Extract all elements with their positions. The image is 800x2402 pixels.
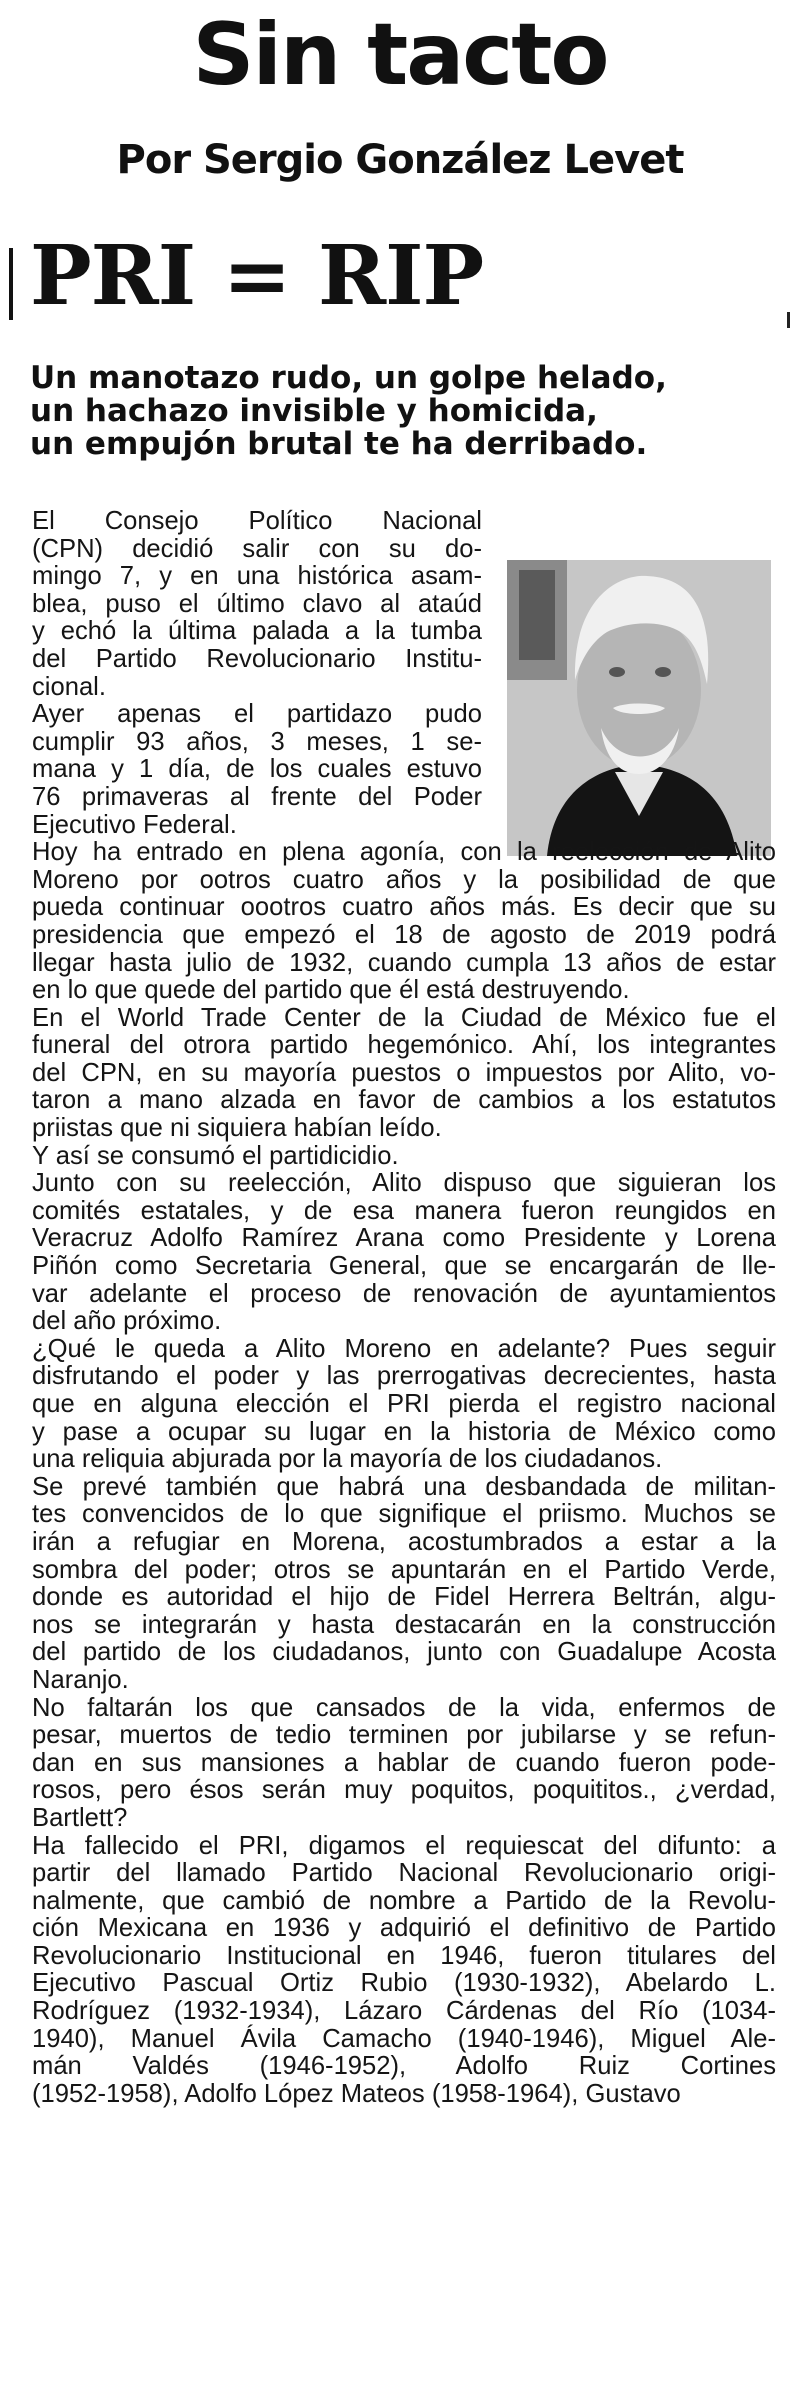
body-line: Naranjo.	[32, 1665, 129, 1694]
edge-mark	[787, 312, 790, 328]
paragraph	[32, 1143, 776, 1171]
body-line: Hoy ha entrado en plena agonía, con la reelección de Alito	[32, 838, 776, 867]
body-line: dan en sus mansiones a hablar de cuando fueron pode-	[32, 1748, 776, 1777]
body-line: Moreno por ootros cuatro años y la posibilidad de que	[32, 865, 776, 894]
body-line: pueda continuar oootros cuatro años más. Es decir que su	[32, 893, 776, 922]
paragraph	[32, 1170, 776, 1336]
body-line: partir del llamado Partido Nacional Revolucionario origi-	[32, 1859, 776, 1888]
body-line: del partido de los ciudadanos, junto con Guadalupe Acosta	[32, 1638, 776, 1667]
body-line: El Consejo Político Nacional	[32, 507, 482, 535]
body-line: taron a mano alzada en favor de cambios a los estatutos	[32, 1086, 776, 1115]
paragraph	[32, 508, 776, 701]
paragraph	[32, 839, 776, 1005]
paragraph	[32, 701, 776, 839]
body-line: tes convencidos de lo que signifique el priismo. Muchos se	[32, 1500, 776, 1529]
body-line: (CPN) decidió salir con su do-	[32, 534, 482, 563]
body-line: Veracruz Adolfo Ramírez Arana como Presidente y Lorena	[32, 1224, 776, 1253]
body-line: No faltarán los que cansados de la vida, enfermos de	[32, 1693, 776, 1722]
body-line: funeral del otrora partido hegemónico. Ahí, los integrantes	[32, 1031, 776, 1060]
headline-rule	[9, 248, 13, 320]
body-line: En el World Trade Center de la Ciudad de México fue el	[32, 1003, 776, 1032]
body-line: 76 primaveras al frente del Poder	[32, 782, 482, 811]
paragraph	[32, 1336, 776, 1474]
epigraph-line: un hachazo invisible y homicida,	[30, 393, 598, 429]
paragraph	[32, 1695, 776, 1833]
article-body	[32, 508, 776, 2108]
body-line: donde es autoridad el hijo de Fidel Herrera Beltrán, algu-	[32, 1583, 776, 1612]
column-title: Sin tacto	[192, 5, 608, 105]
epigraph	[30, 362, 770, 461]
body-line: comités estatales, y de esa manera fueron reungidos en	[32, 1196, 776, 1225]
paragraph	[32, 1833, 776, 2109]
body-line: pesar, muertos de tedio terminen por jubilarse y se refun-	[32, 1721, 776, 1750]
body-line: cumplir 93 años, 3 meses, 1 se-	[32, 727, 482, 756]
body-line: mingo 7, y en una histórica asam-	[32, 562, 482, 591]
body-line: llegar hasta julio de 1932, cuando cumpla 13 años de estar	[32, 948, 776, 977]
body-line: y echó la última palada a la tumba	[32, 617, 482, 646]
body-line: mán Valdés (1946-1952), Adolfo Ruiz Cortines	[32, 2052, 776, 2081]
body-line: Junto con su reelección, Alito dispuso que siguieran los	[32, 1169, 776, 1198]
body-line: en lo que quede del partido que él está destruyendo.	[32, 976, 630, 1005]
body-line: var adelante el proceso de renovación de ayuntamientos	[32, 1279, 776, 1308]
body-line: Ayer apenas el partidazo pudo	[32, 700, 482, 729]
body-line: disfrutando el poder y las prerrogativas decrecientes, hasta	[32, 1362, 776, 1391]
body-line: ción Mexicana en 1936 y adquirió el definitivo de Partido	[32, 1914, 776, 1943]
body-line: que en alguna elección el PRI pierda el registro nacional	[32, 1390, 776, 1418]
body-line: blea, puso el último clavo al ataúd	[32, 589, 482, 618]
body-line: una reliquia abjurada por la mayoría de los ciudadanos.	[32, 1445, 663, 1474]
body-line: Se prevé también que habrá una desbandada de militan-	[32, 1472, 776, 1501]
body-line: priistas que ni siquiera habían leído.	[32, 1114, 442, 1143]
body-line: Revolucionario Institucional en 1946, fueron titulares del	[32, 1941, 776, 1970]
body-line: Ejecutivo Pascual Ortiz Rubio (1930-1932), Abelardo L.	[32, 1969, 776, 1998]
body-line: del Partido Revolucionario Institu-	[32, 644, 482, 673]
body-line: 1940), Manuel Ávila Camacho (1940-1946), Miguel Ale-	[32, 2024, 776, 2053]
epigraph-line: un empujón brutal te ha derribado.	[30, 426, 648, 462]
body-line: Y así se consumó el partidicidio.	[32, 1141, 399, 1170]
paragraph	[32, 1474, 776, 1695]
body-line: sombra del poder; otros se apuntarán en el Partido Verde,	[32, 1555, 776, 1584]
headline: PRI = RIP	[30, 228, 484, 324]
body-line: mana y 1 día, de los cuales estuvo	[32, 755, 482, 784]
body-line: (1952-1958), Adolfo López Mateos (1958-1964), Gustavo	[32, 2079, 681, 2108]
body-line: del CPN, en su mayoría puestos o impuestos por Alito, vo-	[32, 1058, 776, 1087]
body-line: y pase a ocupar su lugar en la historia de México como	[32, 1417, 776, 1446]
byline: Por Sergio González Levet	[116, 137, 684, 183]
body-line: irán a refugiar en Morena, acostumbrados a estar a la	[32, 1527, 776, 1556]
body-line: Rodríguez (1932-1934), Lázaro Cárdenas del Río (1034-	[32, 1997, 776, 2026]
body-line: Ha fallecido el PRI, digamos el requiescat del difunto: a	[32, 1831, 776, 1860]
body-line: nalmente, que cambió de nombre a Partido de la Revolu-	[32, 1886, 776, 1915]
epigraph-line: Un manotazo rudo, un golpe helado,	[30, 360, 667, 396]
body-line: cional.	[32, 672, 106, 701]
body-line: Bartlett?	[32, 1803, 128, 1832]
body-line: nos se integrarán y hasta destacarán en la construcción	[32, 1610, 776, 1639]
body-line: rosos, pero ésos serán muy poquitos, poquititos., ¿verdad,	[32, 1776, 776, 1805]
body-line: ¿Qué le queda a Alito Moreno en adelante? Pues seguir	[32, 1334, 776, 1363]
body-line: Ejecutivo Federal.	[32, 810, 237, 839]
body-line: presidencia que empezó el 18 de agosto de 2019 podrá	[32, 920, 776, 949]
body-line: del año próximo.	[32, 1307, 222, 1336]
paragraph	[32, 1005, 776, 1143]
body-line: Piñón como Secretaria General, que se encargarán de lle-	[32, 1252, 776, 1281]
